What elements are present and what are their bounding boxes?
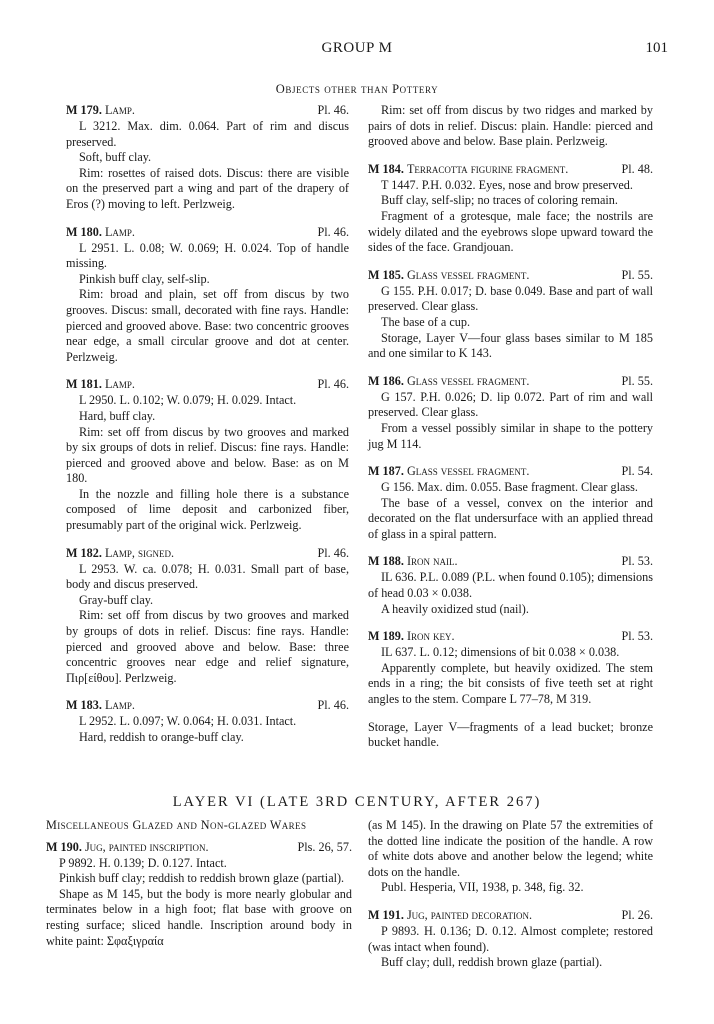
entry-paragraph: G 157. P.H. 0.026; D. lip 0.072. Part of rim and wall preserved. Clear glass. [368,389,653,420]
entry-title: Glass vessel fragment. [406,373,530,388]
entry-paragraph: Hard, reddish to orange-buff clay. [79,730,244,744]
entry-paragraph: Pinkish buff clay, self-slip. [79,271,210,286]
layer-left-column [46,818,352,961]
plate-reference: Pl. 55. [621,267,653,282]
catalog-entry-m188 [368,554,653,617]
entry-number: M 187. [368,464,404,479]
catalog-entry-m191 [368,908,653,971]
entry-heading [66,225,349,241]
page-header [0,41,714,61]
entry-number: M 183. [66,698,102,713]
catalog-entry-m182 [66,546,349,687]
plate-reference: Pl. 48. [621,161,653,176]
entry-paragraph: L 2952. L. 0.097; W. 0.064; H. 0.031. Intact. [79,714,297,729]
entry-title: Lamp, signed. [104,545,175,560]
entry-number: M 179. [66,103,102,117]
entry-paragraph: T 1447. P.H. 0.032. Eyes, nose and brow preserved. [381,177,633,192]
entry-paragraph: Buff clay, self-slip; no traces of coloring remain. [381,193,618,208]
entry-heading [368,464,653,480]
entry-paragraph: Apparently complete, but heavily oxidized. The stem ends in a ring; the bit consists of five teeth set at right angles to the stem. Compare L 77–78, M 319. [368,660,653,707]
plate-reference: Pl. 55. [621,373,653,388]
entry-heading [368,554,653,570]
catalog-entry-m187 [368,464,653,542]
catalog-entry-m184 [368,162,653,256]
catalog-entry-m189 [368,629,653,707]
entry-paragraph: L 3212. Max. dim. 0.064. Part of rim and discus preserved. [66,119,349,149]
entry-heading [368,374,653,390]
entry-paragraph: A heavily oxidized stud (nail). [381,601,529,616]
entry-title: Lamp. [104,698,135,713]
plate-reference: Pl. 54. [621,464,653,479]
plate-reference: Pl. 46. [317,377,349,392]
entry-paragraph: Rim: rosettes of raised dots. Discus: there are visible on the preserved part a wing and part of the drapery of Eros (?) moving to left. Perlzweig. [66,165,349,211]
entry-heading [66,103,349,119]
entry-title: Lamp. [104,224,135,239]
plate-reference: Pl. 46. [317,698,349,713]
publication-reference: Publ. Hesperia, VII, 1938, p. 348, fig. 32. [381,880,584,895]
entry-title: Jug, painted inscription. [84,839,209,854]
entry-title: Jug, painted decoration. [406,907,533,922]
plate-reference: Pl. 46. [317,545,349,560]
entry-paragraph: Rim: set off from discus by two ridges and marked by pairs of dots in relief. Discus: plain. Handle: pierced and grooved above and below. Base plain. Perlzweig. [368,103,653,149]
entry-paragraph: Rim: set off from discus by two grooves and marked by six groups of dots in relief. Discus: fine rays. Handle: pierced and grooved above and below. Base: as on M 180. [66,424,349,486]
entry-number: M 182. [66,545,102,560]
storage-note: Storage, Layer V—fragments of a lead bucket; bronze bucket handle. [368,719,653,750]
entry-number: M 189. [368,629,404,644]
entry-heading [368,908,653,924]
entry-title: Iron key. [406,629,455,644]
continuation-m183 [368,103,653,150]
entry-paragraph: In the nozzle and filling hole there is a substance composed of lime deposit and carbonized fiber, presumably part of the original wick. Perlzweig. [66,486,349,533]
running-head: GROUP M [321,40,393,56]
catalog-entry-m179 [66,103,349,213]
entry-title: Iron nail. [406,554,458,569]
entry-heading [368,162,653,178]
entry-heading [66,546,349,562]
entry-heading [66,698,349,714]
entry-paragraph: From a vessel possibly similar in shape to the pottery jug M 114. [368,420,653,451]
entry-paragraph: G 156. Max. dim. 0.055. Base fragment. Clear glass. [381,480,638,495]
layer-right-column [368,818,653,983]
entry-paragraph: Soft, buff clay. [79,150,152,165]
subsection-title: Miscellaneous Glazed and Non-glazed Wares [46,818,307,832]
entry-paragraph: L 2950. L. 0.102; W. 0.079; H. 0.029. Intact. [79,393,297,408]
entry-heading [368,629,653,645]
entry-paragraph: Shape as M 145, but the body is more nearly globular and terminates below in a high foot; flat base with groove on resting surface; sliced handle. Inscription around body in white paint: Σφαξιγραία [46,886,352,948]
entry-number: M 191. [368,907,404,922]
catalog-entry-m190 [46,840,352,950]
entry-number: M 190. [46,839,82,854]
entry-paragraph: (as M 145). In the drawing on Plate 57 the extremities of the dotted line indicate the position of the handle. A row of white dots above and another below the legend; white dots on the handle. [368,818,653,879]
entry-paragraph: Storage, Layer V—four glass bases similar to M 185 and one similar to K 143. [368,330,653,361]
entry-heading [46,840,352,856]
entry-paragraph: Rim: broad and plain, set off from discus by two grooves. Discus: small, decorated with fine rays. Handle: pierced and grooved above. Base: two concentric grooves near edge, a small circular groove and dot at center. Perlzweig. [66,287,349,364]
entry-number: M 186. [368,373,404,388]
entry-paragraph: The base of a vessel, convex on the interior and decorated on the flat undersurface with an applied thread of glass in a spiral pattern. [368,495,653,541]
right-column [368,103,653,751]
layer-title: LAYER VI (LATE 3RD CENTURY, AFTER 267) [172,794,542,810]
left-column [66,103,349,758]
section-title: Objects other than Pottery [275,82,439,96]
entry-title: Lamp. [104,103,135,117]
catalog-entry-m185 [368,268,653,362]
entry-paragraph: IL 637. L. 0.12; dimensions of bit 0.038 × 0.038. [381,645,620,660]
entry-number: M 180. [66,224,102,239]
entry-paragraph: L 2951. L. 0.08; W. 0.069; H. 0.024. Top of handle missing. [66,240,349,271]
entry-paragraph: IL 636. P.L. 0.089 (P.L. when found 0.105); dimensions of head 0.03 × 0.038. [368,570,653,601]
entry-paragraph: Hard, buff clay. [79,408,156,423]
plate-reference: Pl. 46. [317,103,349,117]
plate-reference: Pls. 26, 57. [297,839,352,854]
entry-title: Terracotta figurine fragment. [406,161,569,176]
entry-title: Glass vessel fragment. [406,464,530,479]
entry-paragraph: The base of a cup. [381,314,470,329]
entry-paragraph: G 155. P.H. 0.017; D. base 0.049. Base and part of wall preserved. Clear glass. [368,283,653,314]
entry-number: M 185. [368,267,404,282]
entry-title: Lamp. [104,377,135,392]
entry-number: M 188. [368,554,404,569]
catalog-entry-m181 [66,377,349,533]
plate-reference: Pl. 46. [317,224,349,239]
catalog-entry-m180 [66,225,349,366]
plate-reference: Pl. 53. [621,554,653,569]
page-number: 101 [645,40,668,56]
entry-title: Glass vessel fragment. [406,267,530,282]
entry-paragraph: P 9892. H. 0.139; D. 0.127. Intact. [59,855,227,870]
entry-paragraph: Gray-buff clay. [79,592,154,607]
plate-reference: Pl. 53. [621,629,653,644]
entry-paragraph: Buff clay; dull, reddish brown glaze (partial). [381,955,603,970]
catalog-entry-m183 [66,698,349,745]
entry-paragraph: Fragment of a grotesque, male face; the nostrils are widely dilated and the eyebrows slope upward toward the sides of the face. Grandjouan. [368,208,653,255]
entry-heading [368,268,653,284]
entry-paragraph: L 2953. W. ca. 0.078; H. 0.031. Small part of base, body and discus preserved. [66,561,349,592]
plate-reference: Pl. 26. [621,907,653,922]
entry-paragraph: P 9893. H. 0.136; D. 0.12. Almost complete; restored (was intact when found). [368,923,653,954]
entry-number: M 181. [66,377,102,392]
entry-number: M 184. [368,161,404,176]
entry-paragraph: Rim: set off from discus by two grooves and marked by groups of dots in relief. Discus: fine rays. Handle: pierced and grooved above and below. Base: three concentric grooves near edge and relief signature, Πιρ[είθου]. Perlzweig. [66,608,349,685]
entry-paragraph: Pinkish buff clay; reddish to reddish brown glaze (partial). [59,871,345,886]
entry-heading [66,377,349,393]
catalog-entry-m186 [368,374,653,452]
continuation-m190 [368,818,653,896]
